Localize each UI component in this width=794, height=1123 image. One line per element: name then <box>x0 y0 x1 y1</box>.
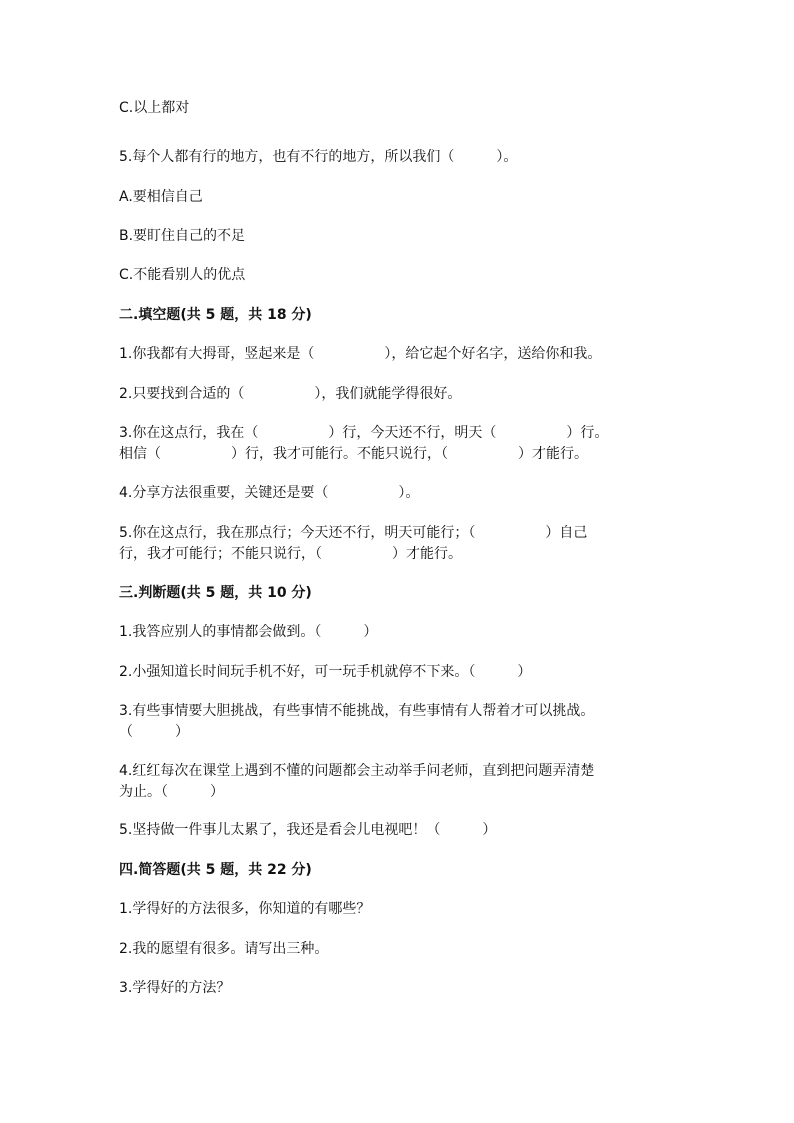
fill-question-3-line-1: 3.你在这点行，我在（ ）行，今天还不行，明天（ ）行。 <box>119 425 609 441</box>
short-answer-question-3: 3.学得好的方法？ <box>119 980 231 996</box>
judge-question-4-line-1: 4.红红每次在课堂上遇到不懂的问题都会主动举手问老师，直到把问题弄清楚 <box>119 763 595 779</box>
fill-question-2: 2.只要找到合适的（ ），我们就能学得很好。 <box>119 386 462 402</box>
judge-question-3-line-1: 3.有些事情要大胆挑战，有些事情不能挑战，有些事情有人帮着才可以挑战。 <box>119 703 595 719</box>
fill-question-1: 1.你我都有大拇哥，竖起来是（ ），给它起个好名字，送给你和我。 <box>119 346 602 362</box>
question-5-mc: 5.每个人都有行的地方，也有不行的地方，所以我们（ ）。 <box>119 149 518 165</box>
fill-question-4: 4.分享方法很重要，关键还是要（ ）。 <box>119 485 420 501</box>
section-judgement-heading: 三.判断题(共 5 题，共 10 分) <box>119 585 312 601</box>
option-b: B.要盯住自己的不足 <box>119 228 246 244</box>
judge-question-5: 5.坚持做一件事儿太累了，我还是看会儿电视吧！（ ） <box>119 822 497 838</box>
judge-question-3-line-2: （ ） <box>119 724 189 740</box>
option-a: A.要相信自己 <box>119 189 203 205</box>
fill-question-5-line-2: 行，我才可能行；不能只说行，（ ）才能行。 <box>119 546 462 562</box>
option-c-previous: C.以上都对 <box>119 100 190 116</box>
judge-question-1: 1.我答应别人的事情都会做到。（ ） <box>119 624 378 640</box>
section-fill-in-heading: 二.填空题(共 5 题，共 18 分) <box>119 307 312 323</box>
judge-question-2: 2.小强知道长时间玩手机不好，可一玩手机就停不下来。（ ） <box>119 664 532 680</box>
option-c: C.不能看别人的优点 <box>119 267 246 283</box>
section-short-answer-heading: 四.简答题(共 5 题，共 22 分) <box>119 862 312 878</box>
fill-question-3-line-2: 相信（ ）行，我才可能行。不能只说行，（ ）才能行。 <box>119 446 588 462</box>
fill-question-5-line-1: 5.你在这点行，我在那点行；今天还不行，明天可能行；（ ）自己 <box>119 525 588 541</box>
judge-question-4-line-2: 为止。（ ） <box>119 784 224 800</box>
short-answer-question-1: 1.学得好的方法很多，你知道的有哪些？ <box>119 901 371 917</box>
short-answer-question-2: 2.我的愿望有很多。请写出三种。 <box>119 941 329 957</box>
